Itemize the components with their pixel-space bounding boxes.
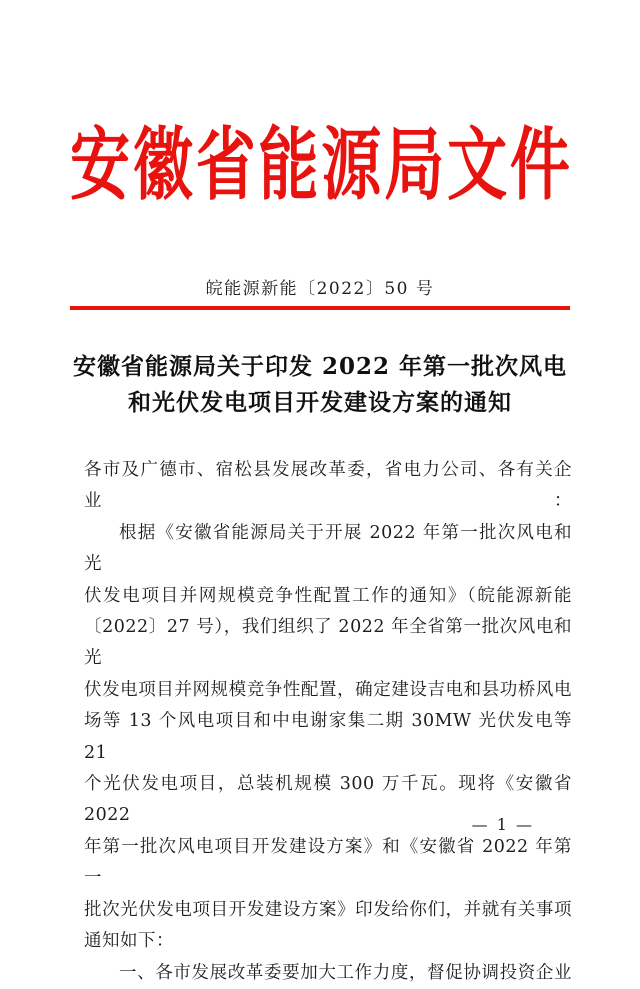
red-separator-rule (70, 306, 570, 310)
letterhead-char: 省 (195, 119, 256, 212)
letterhead-char: 文 (447, 119, 508, 212)
letterhead-char: 能 (258, 119, 319, 212)
doc-reference-number: 皖能源新能〔2022〕50 号 (205, 279, 435, 299)
doc-title-line-1: 安徽省能源局关于印发 2022 年第一批次风电 (72, 353, 568, 380)
letterhead-char: 徽 (132, 119, 193, 212)
doc-body (84, 455, 572, 989)
body-line: 批次光伏发电项目开发建设方案》印发给你们，并就有关事项 (84, 899, 572, 920)
doc-title (40, 349, 600, 421)
body-line-salutation: 各市及广德市、宿松县发展改革委，省电力公司、各有关企业： (84, 460, 572, 512)
letterhead-banner (70, 119, 570, 212)
body-line: 一、各市发展改革委要加大工作力度，督促协调投资企业 (119, 962, 572, 983)
body-line: 场等 13 个风电项目和中电谢家集二期 30MW 光伏发电等 21 (84, 711, 572, 763)
page-number: — 1 — (471, 815, 534, 834)
letterhead-char: 局 (384, 119, 445, 212)
body-line: 通知如下： (84, 931, 174, 952)
letterhead-char: 安 (70, 119, 130, 212)
letterhead-char: 源 (321, 119, 382, 212)
letterhead-char: 件 (509, 119, 570, 212)
body-line: 伏发电项目并网规模竞争性配置工作的通知》（皖能源新能 (84, 585, 572, 606)
body-line: 伏发电项目并网规模竞争性配置，确定建设吉电和县功桥风电 (84, 679, 572, 700)
body-line: 个光伏发电项目，总装机规模 300 万千瓦。现将《安徽省 2022 (84, 774, 572, 826)
body-line: 根据《安徽省能源局关于开展 2022 年第一批次风电和光 (84, 522, 572, 575)
doc-title-line-2: 和光伏发电项目开发建设方案的通知 (128, 389, 512, 416)
body-line: 〔2022〕27 号），我们组织了 2022 年全省第一批次风电和光 (84, 617, 572, 669)
body-line: 年第一批次风电项目开发建设方案》和《安徽省 2022 年第一 (84, 836, 572, 889)
